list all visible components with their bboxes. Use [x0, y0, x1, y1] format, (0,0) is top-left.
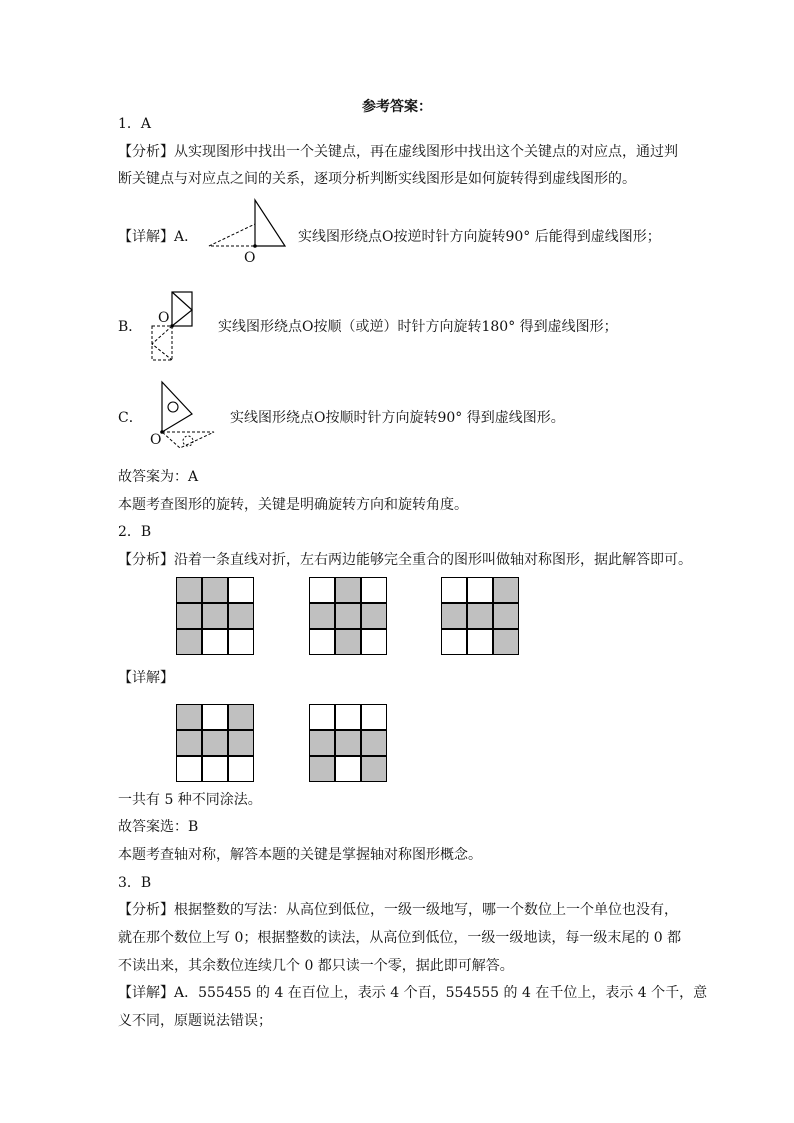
grid-cell-shaded — [494, 604, 518, 628]
grid-cell-blank — [310, 578, 334, 602]
q2-summary: 本题考查轴对称，解答本题的关键是掌握轴对称图形概念。 — [118, 847, 482, 863]
grid-cell-shaded — [229, 604, 253, 628]
grid-cell-shaded — [362, 757, 386, 781]
q1-option-c-label: C． — [118, 410, 143, 426]
grid-cell-shaded — [494, 630, 518, 654]
q1-option-c-text: 实线图形绕点O按顺时针方向旋转90° 得到虚线图形。 — [230, 410, 565, 426]
grid-cell-shaded — [362, 604, 386, 628]
grid-cell-shaded — [310, 604, 334, 628]
q1-analysis-line1: 【分析】从实现图形中找出一个关键点，再在虚线图形中找出这个关键点的对应点，通过判 — [118, 144, 678, 160]
q1-option-b-label: B． — [118, 319, 143, 335]
q1-option-a-text: 实线图形绕点O按逆时针方向旋转90° 后能得到虚线图形； — [298, 229, 661, 245]
q3-detail-line1: 【详解】A．555455 的 4 在百位上，表示 4 个百，554555 的 4 在千位上，表示 4 个千，意 — [118, 985, 708, 1001]
q1-option-b-text: 实线图形绕点O按顺（或逆）时针方向旋转180° 得到虚线图形； — [218, 319, 618, 335]
q1-conclusion: 故答案为：A — [118, 469, 199, 485]
grid-cell-blank — [203, 630, 227, 654]
grid-cell-blank — [229, 578, 253, 602]
q2-conclusion: 故答案选：B — [118, 819, 199, 835]
page-title: 参考答案： — [362, 99, 432, 115]
q2-analysis: 【分析】沿着一条直线对折，左右两边能够完全重合的图形叫做轴对称图形，据此解答即可。 — [118, 552, 692, 568]
q3-answer: 3．B — [118, 875, 152, 891]
q3-analysis-line3: 不读出来，其余数位连续几个 0 都只读一个零，据此即可解答。 — [118, 958, 514, 974]
grid-cell-shaded — [203, 578, 227, 602]
grid-cell-blank — [229, 757, 253, 781]
grid-cell-blank — [468, 630, 492, 654]
grid-cell-blank — [362, 630, 386, 654]
q1-analysis-line2: 断关键点与对应点之间的关系，逐项分析判断实线图形是如何旋转得到虚线图形的。 — [118, 171, 636, 187]
grid-cell-blank — [336, 705, 360, 729]
grid-cell-shaded — [468, 604, 492, 628]
grid-cell-shaded — [362, 731, 386, 755]
grid-cell-blank — [336, 757, 360, 781]
shading-grid — [176, 704, 254, 782]
grid-cell-blank — [442, 578, 466, 602]
grid-cell-shaded — [203, 604, 227, 628]
grid-cell-shaded — [442, 604, 466, 628]
rotation-figure-a — [205, 196, 295, 250]
grid-cell-shaded — [203, 731, 227, 755]
point-o-label-b: O — [158, 310, 170, 326]
q2-answer: 2．B — [118, 524, 152, 540]
q1-summary: 本题考查图形的旋转，关键是明确旋转方向和旋转角度。 — [118, 497, 468, 513]
grid-cell-shaded — [229, 705, 253, 729]
grid-cell-shaded — [310, 757, 334, 781]
q2-count-text: 一共有 5 种不同涂法。 — [118, 792, 262, 808]
grid-cell-shaded — [336, 630, 360, 654]
q3-detail-line2: 义不同，原题说法错误； — [118, 1013, 272, 1029]
grid-cell-shaded — [336, 731, 360, 755]
grid-cell-blank — [468, 578, 492, 602]
grid-cell-blank — [310, 705, 334, 729]
grid-cell-blank — [362, 578, 386, 602]
shading-grid — [309, 577, 387, 655]
grid-cell-shaded — [310, 731, 334, 755]
grid-cell-shaded — [494, 578, 518, 602]
grid-cell-blank — [177, 757, 201, 781]
shading-grid — [309, 704, 387, 782]
grid-cell-shaded — [177, 630, 201, 654]
grid-cell-blank — [310, 630, 334, 654]
grid-cell-shaded — [336, 578, 360, 602]
rotation-figure-c — [154, 378, 220, 454]
point-o-label-c: O — [150, 432, 162, 448]
q1-detail-label: 【详解】A． — [118, 229, 199, 245]
q1-answer: 1．A — [118, 116, 152, 132]
q2-detail-label: 【详解】 — [118, 670, 174, 686]
grid-cell-blank — [229, 630, 253, 654]
point-o-label-a: O — [244, 250, 256, 266]
grid-cell-shaded — [229, 731, 253, 755]
grid-cell-blank — [203, 757, 227, 781]
grid-cell-blank — [203, 705, 227, 729]
grid-cell-shaded — [336, 604, 360, 628]
grid-cell-shaded — [177, 604, 201, 628]
grid-cell-shaded — [177, 731, 201, 755]
rotation-figure-b — [146, 290, 196, 366]
grid-cell-shaded — [177, 705, 201, 729]
grid-cell-shaded — [177, 578, 201, 602]
shading-grid — [441, 577, 519, 655]
q3-analysis-line2: 就在那个数位上写 0；根据整数的读法，从高位到低位，一级一级地读，每一级末尾的 0 都 — [118, 930, 682, 946]
q3-analysis-line1: 【分析】根据整数的写法：从高位到低位，一级一级地写，哪一个数位上一个单位也没有， — [118, 902, 678, 918]
grid-cell-blank — [442, 630, 466, 654]
grid-cell-blank — [362, 705, 386, 729]
shading-grid — [176, 577, 254, 655]
